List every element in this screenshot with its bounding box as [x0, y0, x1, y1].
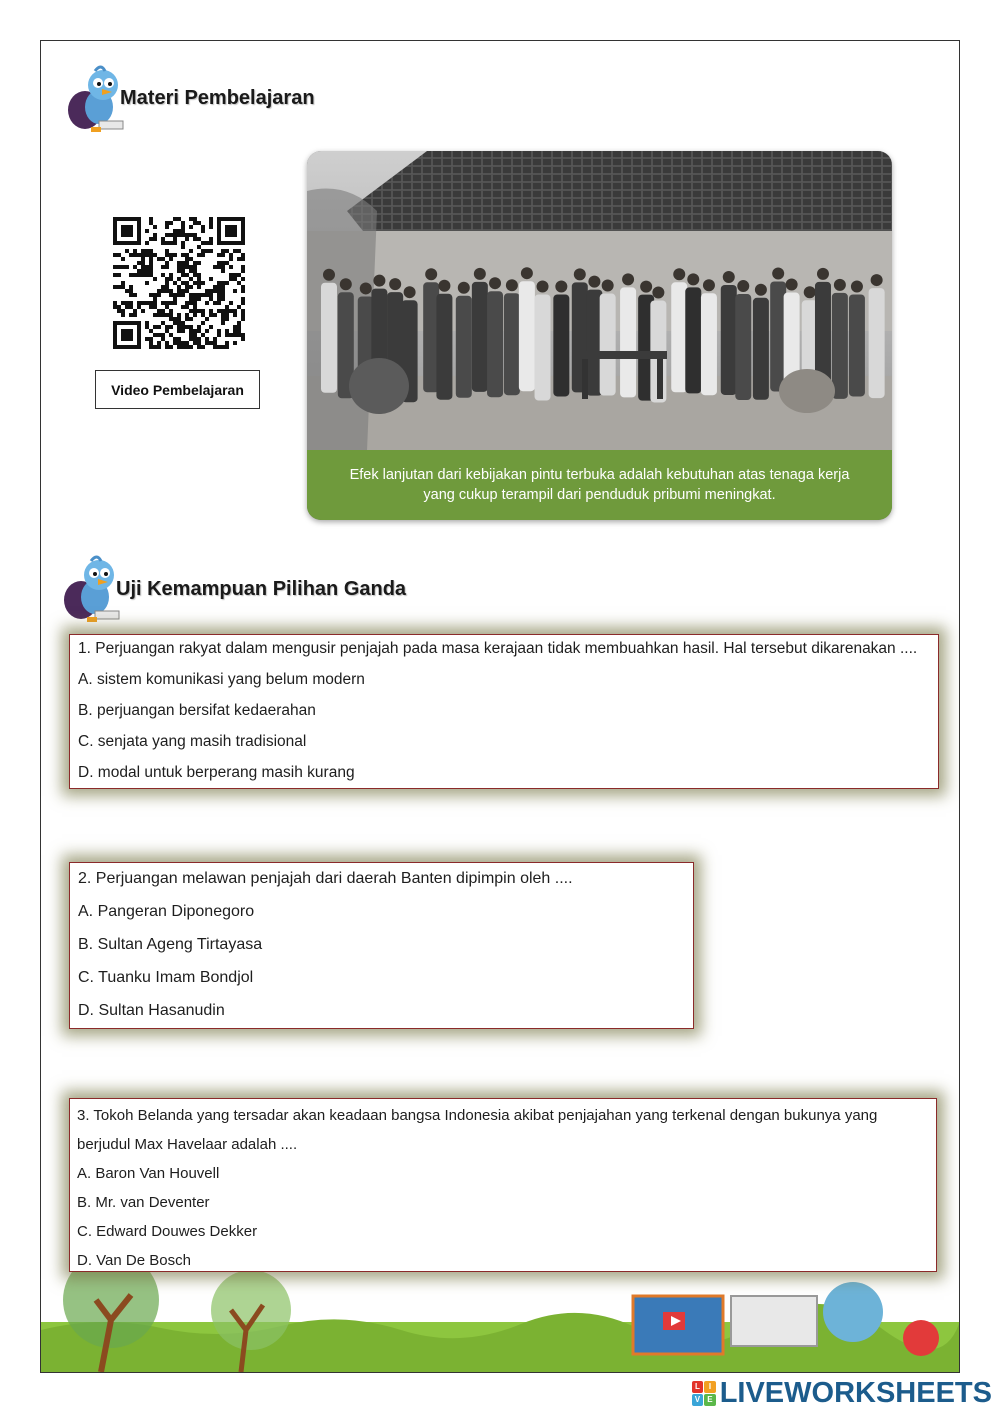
question-text: 1. Perjuangan rakyat dalam mengusir penjajah pada masa kerajaan tidak membuahkan hasil. Hal tersebut dikarenakan .... [78, 640, 918, 657]
historical-photo-card [307, 151, 892, 520]
question-text-line-1: 3. Tokoh Belanda yang tersadar akan keadaan bangsa Indonesia akibat penjajahan yang terkenal dengan bukunya yang [77, 1107, 878, 1124]
qr-code-image[interactable] [113, 217, 245, 349]
question-box-3 [69, 1098, 937, 1272]
question-text-line-2: berjudul Max Havelaar adalah .... [77, 1136, 298, 1153]
liveworksheets-wordmark: LIVEWORKSHEETS [719, 1376, 992, 1409]
answer-option-b[interactable]: B. Sultan Ageng Tirtayasa [78, 936, 263, 953]
question-text: 2. Perjuangan melawan penjajah dari daerah Banten dipimpin oleh .... [78, 870, 573, 887]
liveworksheets-logo[interactable] [692, 1377, 992, 1409]
answer-option-b[interactable]: B. perjuangan bersifat kedaerahan [78, 702, 316, 719]
video-pembelajaran-label: Video Pembelajaran [95, 370, 260, 409]
answer-option-a[interactable]: A. Pangeran Diponegoro [78, 903, 255, 920]
answer-option-b[interactable]: B. Mr. van Deventer [77, 1194, 210, 1211]
historical-group-photo [307, 151, 892, 450]
section-title-uji-kemampuan: Uji Kemampuan Pilihan Ganda [116, 578, 407, 600]
answer-option-c[interactable]: C. Tuanku Imam Bondjol [78, 969, 254, 986]
section-title-materi: Materi Pembelajaran [120, 87, 315, 109]
worksheet-page [40, 40, 960, 1373]
answer-option-d[interactable]: D. Van De Bosch [77, 1252, 191, 1269]
answer-option-a[interactable]: A. sistem komunikasi yang belum modern [78, 671, 365, 688]
photo-caption: Efek lanjutan dari kebijakan pintu terbuka adalah kebutuhan atas tenaga kerja yang cukup terampil dari penduduk pribumi meningkat. [307, 450, 892, 520]
answer-option-c[interactable]: C. Edward Douwes Dekker [77, 1223, 258, 1240]
answer-option-c[interactable]: C. senjata yang masih tradisional [78, 733, 307, 750]
answer-option-d[interactable]: D. Sultan Hasanudin [78, 1002, 225, 1019]
question-box-1 [69, 634, 939, 789]
answer-option-a[interactable]: A. Baron Van Houvell [77, 1165, 220, 1182]
question-box-2 [69, 862, 694, 1029]
liveworksheets-mark-icon: L I V E [692, 1381, 716, 1405]
answer-option-d[interactable]: D. modal untuk berperang masih kurang [78, 764, 355, 781]
